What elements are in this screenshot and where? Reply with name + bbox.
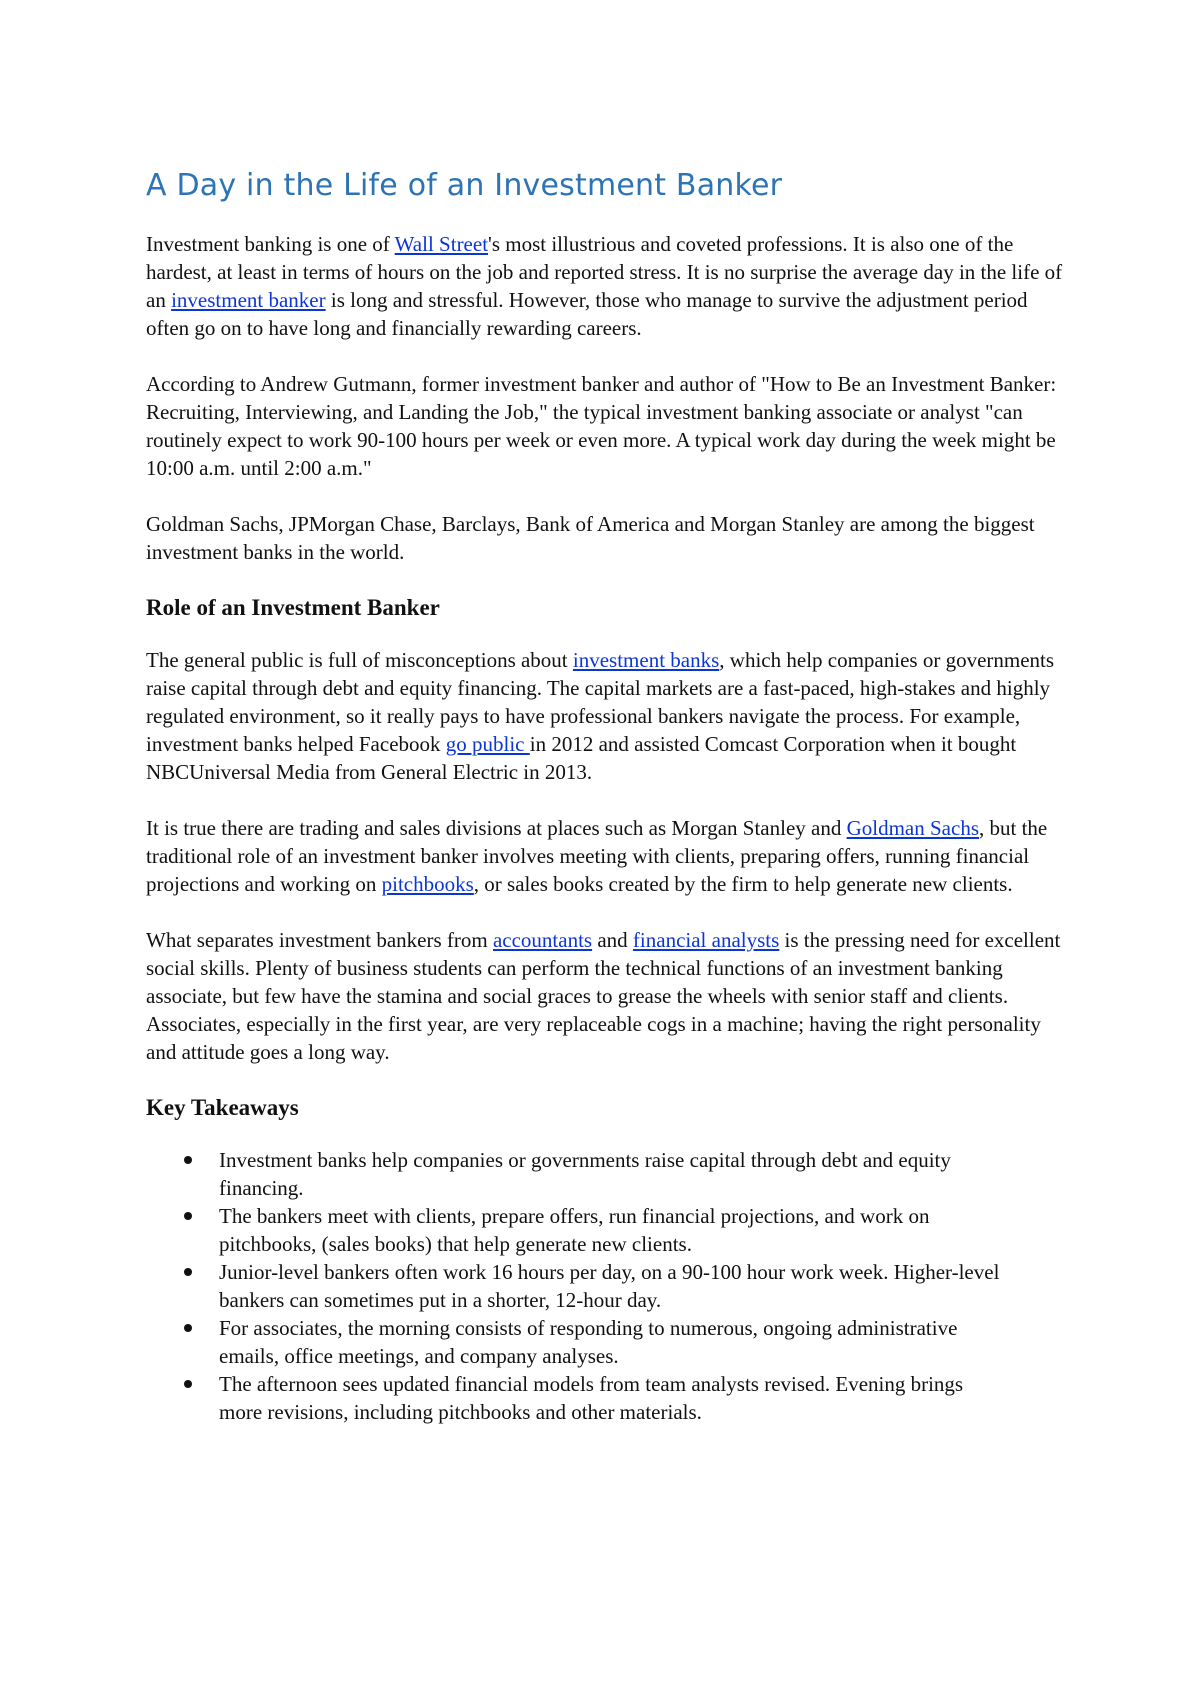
list-item-text: The afternoon sees updated financial models from team analysts revised. Evening brings more revisions, including pitchbooks and other materials. xyxy=(219,1372,964,1424)
bullet-icon xyxy=(184,1380,192,1388)
page-title: A Day in the Life of an Investment Banker xyxy=(146,168,783,203)
list-item-text: The bankers meet with clients, prepare offers, run financial projections, and work on pitchbooks, (sales books) that help generate new clients. xyxy=(219,1204,930,1256)
text-run: 's most illustrious and coveted professions. It is also one of the hardest, at least in terms of hours on the job and reported stress. It is no surprise the average day in the life of an xyxy=(146,232,1063,312)
text-run: and xyxy=(592,928,633,952)
bullet-icon xyxy=(184,1156,192,1164)
text-run: It is true there are trading and sales divisions at places such as Morgan Stanley and xyxy=(146,816,847,840)
takeaways-heading: Key Takeaways xyxy=(146,1095,299,1120)
list-item xyxy=(146,1314,1006,1370)
text-run: is the pressing need for excellent social skills. Plenty of business students can perform the technical functions of an investment banking associate, but few have the stamina and social graces to grease the wheels with senior staff and clients. Associates, especially in the first year, are very replaceable cogs in a machine; having the right personality and attitude goes a long way. xyxy=(146,928,1061,1064)
bullet-icon xyxy=(184,1268,192,1276)
link-investment-banker[interactable]: investment banker xyxy=(171,288,326,312)
text-run: is long and stressful. However, those who manage to survive the adjustment period often go on to have long and financially rewarding careers. xyxy=(146,288,1028,340)
role-paragraph-2 xyxy=(146,814,1066,898)
intro-paragraph-1 xyxy=(146,230,1066,342)
bullet-icon xyxy=(184,1324,192,1332)
text-run: in 2012 and assisted Comcast Corporation when it bought NBCUniversal Media from General Electric in 2013. xyxy=(146,732,1017,784)
list-item xyxy=(146,1258,1006,1314)
link-pitchbooks[interactable]: pitchbooks xyxy=(381,872,474,896)
text-run: , but the traditional role of an investment banker involves meeting with clients, preparing offers, running financial projections and working on xyxy=(146,816,1048,896)
text-run: Investment banking is one of xyxy=(146,232,395,256)
text-run: , or sales books created by the firm to help generate new clients. xyxy=(473,872,1013,896)
role-paragraph-1 xyxy=(146,646,1066,786)
list-item-text: Junior-level bankers often work 16 hours per day, on a 90-100 hour work week. Higher-level bankers can sometimes put in a shorter, 12-hour day. xyxy=(219,1260,1000,1312)
role-heading: Role of an Investment Banker xyxy=(146,595,440,620)
text-run: The general public is full of misconceptions about xyxy=(146,648,573,672)
intro-paragraph-3: Goldman Sachs, JPMorgan Chase, Barclays, Bank of America and Morgan Stanley are among the biggest investment banks in the world. xyxy=(146,512,1035,564)
list-item-text: For associates, the morning consists of responding to numerous, ongoing administrative emails, office meetings, and company analyses. xyxy=(219,1316,958,1368)
text-run: What separates investment bankers from xyxy=(146,928,493,952)
role-paragraph-3 xyxy=(146,926,1066,1066)
list-item-text: Investment banks help companies or governments raise capital through debt and equity financing. xyxy=(219,1148,951,1200)
link-accountants[interactable]: accountants xyxy=(492,928,593,952)
list-item xyxy=(146,1370,1006,1426)
link-go-public[interactable]: go public xyxy=(445,732,530,756)
takeaways-list xyxy=(146,1146,1006,1426)
list-item xyxy=(146,1202,1006,1258)
link-financial-analysts[interactable]: financial analysts xyxy=(632,928,780,952)
link-investment-banks[interactable]: investment banks xyxy=(572,648,720,672)
intro-paragraph-2: According to Andrew Gutmann, former investment banker and author of "How to Be an Investment Banker: Recruiting, Interviewing, and Landing the Job," the typical investment banking associate or analyst "can routinely expect to work 90-100 hours per week or even more. A typical work day during the week might be 10:00 a.m. until 2:00 a.m." xyxy=(146,372,1057,480)
bullet-icon xyxy=(184,1212,192,1220)
list-item xyxy=(146,1146,1006,1202)
text-run: , which help companies or governments raise capital through debt and equity financing. The capital markets are a fast-paced, high-stakes and highly regulated environment, so it really pays to have professional bankers navigate the process. For example, investment banks helped Facebook xyxy=(146,648,1055,756)
link-wall-street[interactable]: Wall Street xyxy=(394,232,489,256)
link-goldman-sachs[interactable]: Goldman Sachs xyxy=(846,816,979,840)
